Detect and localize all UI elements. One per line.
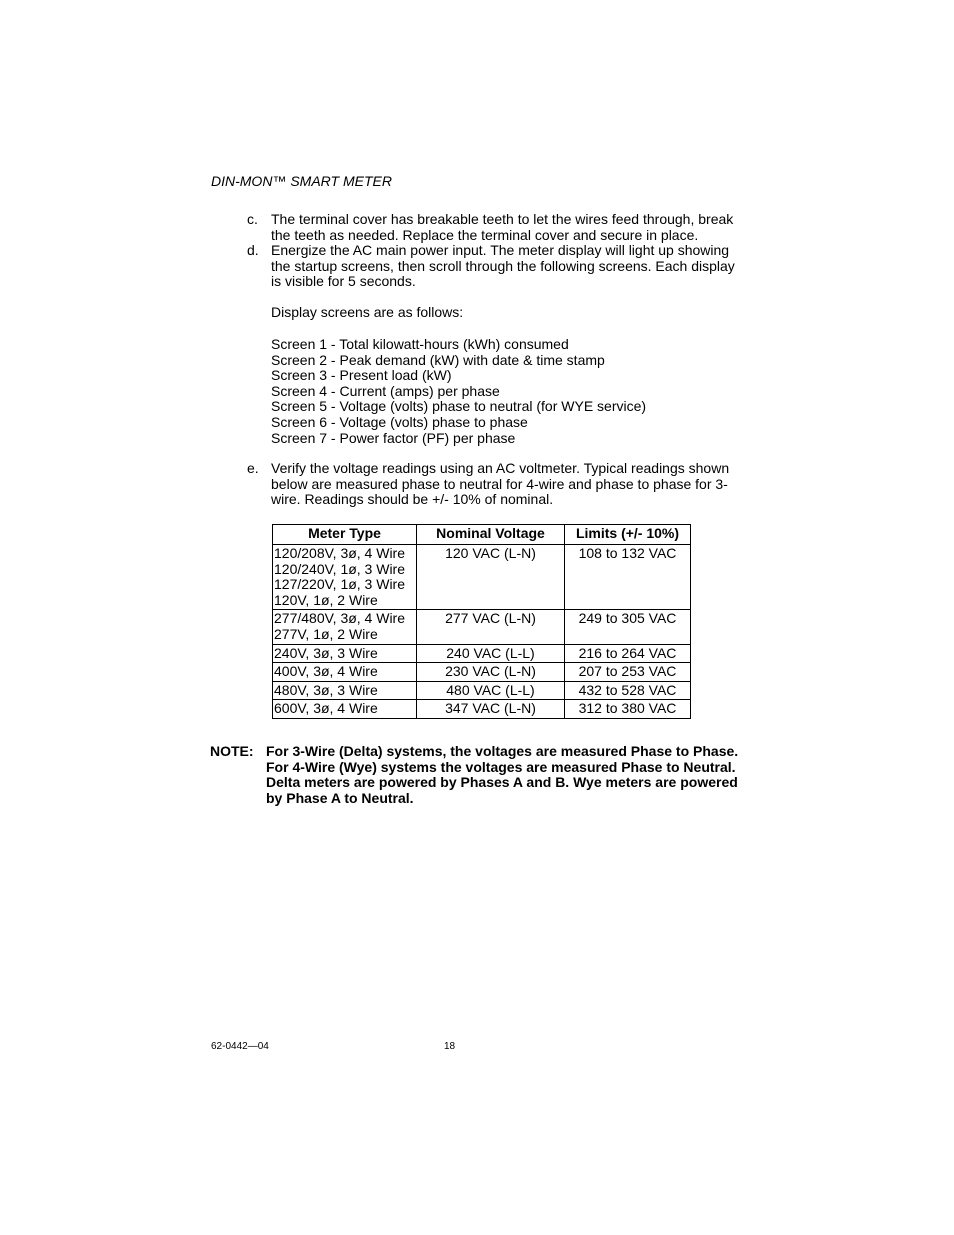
nominal-voltage-cell: 480 VAC (L-L) <box>417 681 565 700</box>
meter-type-cell <box>273 545 417 610</box>
step-label: d. <box>247 242 259 258</box>
col-header-meter-type: Meter Type <box>273 525 417 545</box>
meter-type-cell <box>273 610 417 644</box>
meter-type-cell: 400V, 3ø, 4 Wire <box>273 663 417 682</box>
meter-type-line: 120/208V, 3ø, 4 Wire <box>274 545 406 561</box>
meter-type-line: 277V, 1ø, 2 Wire <box>274 625 378 642</box>
step-text: Energize the AC main power input. The meter display will light up showing the startup screens, then scroll through the following screens. Each display is visible for 5 seconds. <box>271 242 735 290</box>
nominal-voltage-cell: 277 VAC (L-N) <box>417 610 565 644</box>
note-text: For 3-Wire (Delta) systems, the voltages are measured Phase to Phase. For 4-Wire (Wye) systems the voltages are measured Phase to Neutral. Delta meters are powered by Phases A and B. Wye meters are powered by Phase A to Neutral. <box>266 743 739 806</box>
step-label: c. <box>247 211 258 227</box>
table-row <box>273 681 691 700</box>
col-header-limits: Limits (+/- 10%) <box>565 525 691 545</box>
step-label: e. <box>247 460 259 476</box>
screen-item: Screen 7 - Power factor (PF) per phase <box>271 429 516 446</box>
limits-cell: 432 to 528 VAC <box>565 681 691 700</box>
nominal-voltage-cell: 230 VAC (L-N) <box>417 663 565 682</box>
screens-list <box>271 337 646 446</box>
table-row <box>273 644 691 663</box>
limits-cell: 216 to 264 VAC <box>565 644 691 663</box>
document-number: 62-0442—04 <box>211 1041 269 1052</box>
meter-type-cell: 480V, 3ø, 3 Wire <box>273 681 417 700</box>
page-header: DIN-MON™ SMART METER <box>211 173 392 189</box>
limits-cell: 108 to 132 VAC <box>565 545 691 610</box>
screen-item: Screen 5 - Voltage (volts) phase to neutral (for WYE service) <box>271 398 647 415</box>
step-text: The terminal cover has breakable teeth to let the wires feed through, break the teeth as needed. Replace the terminal cover and secure in place. <box>271 211 734 243</box>
nominal-voltage-cell: 240 VAC (L-L) <box>417 644 565 663</box>
col-header-nominal-voltage: Nominal Voltage <box>417 525 565 545</box>
screen-item: Screen 1 - Total kilowatt-hours (kWh) consumed <box>271 336 569 352</box>
meter-type-cell: 240V, 3ø, 3 Wire <box>273 644 417 663</box>
limits-cell: 312 to 380 VAC <box>565 700 691 719</box>
nominal-voltage-cell: 120 VAC (L-N) <box>417 545 565 610</box>
meter-type-line: 127/220V, 1ø, 3 Wire <box>274 576 406 593</box>
meter-type-line: 120/240V, 1ø, 3 Wire <box>274 560 406 577</box>
limits-cell: 249 to 305 VAC <box>565 610 691 644</box>
note-label: NOTE: <box>210 743 254 759</box>
display-intro: Display screens are as follows: <box>271 304 464 320</box>
nominal-voltage-cell: 347 VAC (L-N) <box>417 700 565 719</box>
meter-type-cell: 600V, 3ø, 4 Wire <box>273 700 417 719</box>
meter-type-line: 120V, 1ø, 2 Wire <box>274 591 378 608</box>
page-number: 18 <box>444 1041 456 1052</box>
limits-cell: 207 to 253 VAC <box>565 663 691 682</box>
table-row <box>273 545 691 610</box>
table-header-row <box>273 525 691 545</box>
table-row <box>273 700 691 719</box>
step-text: Verify the voltage readings using an AC voltmeter. Typical readings shown below are measured phase to neutral for 4-wire and phase to phase for 3-wire. Readings should be +/- 10% of nominal. <box>271 460 730 508</box>
meter-type-line: 277/480V, 3ø, 4 Wire <box>274 610 406 627</box>
table-row <box>273 663 691 682</box>
voltage-table <box>272 524 691 719</box>
table-row <box>273 610 691 644</box>
screen-item: Screen 2 - Peak demand (kW) with date & time stamp <box>271 351 605 368</box>
screen-item: Screen 4 - Current (amps) per phase <box>271 382 500 399</box>
screen-item: Screen 6 - Voltage (volts) phase to phase <box>271 413 528 430</box>
screen-item: Screen 3 - Present load (kW) <box>271 367 452 384</box>
